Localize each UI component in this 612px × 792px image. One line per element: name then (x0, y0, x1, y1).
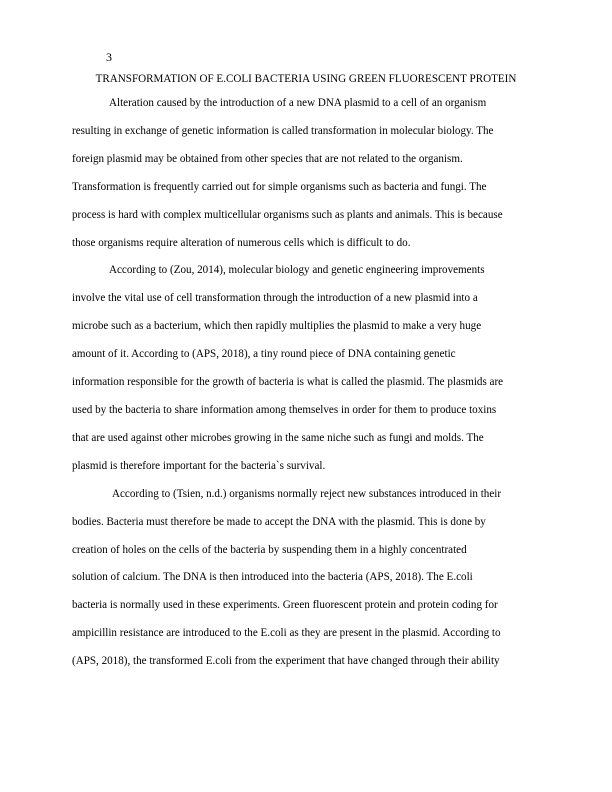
text-line: plasmid is therefore important for the bacteria`s survival. (72, 459, 326, 472)
text-line: information responsible for the growth of bacteria is what is called the plasmid. The plasmids are (72, 376, 504, 389)
text-line: resulting in exchange of genetic information is called transformation in molecular biology. The (72, 124, 494, 137)
text-line: (APS, 2018), the transformed E.coli from the experiment that have changed through their ability (72, 655, 500, 668)
text-line: According to (Tsien, n.d.) organisms normally reject new substances introduced in their (112, 487, 502, 500)
text-line: ampicillin resistance are introduced to the E.coli as they are present in the plasmid. According to (72, 627, 501, 640)
text-line: Transformation is frequently carried out for simple organisms such as bacteria and fungi. The (72, 180, 487, 193)
text-line: Alteration caused by the introduction of a new DNA plasmid to a cell of an organism (109, 97, 487, 109)
text-line: process is hard with complex multicellular organisms such as plants and animals. This is because (72, 208, 503, 221)
text-line: creation of holes on the cells of the bacteria by suspending them in a highly concentrated (72, 543, 467, 556)
document-title: TRANSFORMATION OF E.COLI BACTERIA USING GREEN FLUORESCENT PROTEIN (95, 73, 517, 85)
paragraph-transformation-definition (72, 90, 542, 257)
paragraph-method (72, 481, 542, 676)
text-line: that are used against other microbes growing in the same niche such as fungi and molds. The (72, 431, 484, 444)
text-line: bacteria is normally used in these experiments. Green fluorescent protein and protein coding for (72, 599, 498, 612)
text-line: those organisms require alteration of numerous cells which is difficult to do. (72, 236, 411, 249)
text-line: amount of it. According to (APS, 2018), a tiny round piece of DNA containing genetic (72, 348, 456, 361)
text-line: involve the vital use of cell transformation through the introduction of a new plasmid into a (72, 292, 478, 305)
text-line: used by the bacteria to share information among themselves in order for them to produce toxins (72, 403, 497, 416)
text-line: bodies. Bacteria must therefore be made to accept the DNA with the plasmid. This is done by (72, 515, 486, 528)
text-line: microbe such as a bacterium, which then rapidly multiplies the plasmid to make a very huge (72, 320, 482, 333)
text-line: According to (Zou, 2014), molecular biology and genetic engineering improvements (109, 264, 485, 277)
document-body (72, 90, 542, 676)
text-line: foreign plasmid may be obtained from other species that are not related to the organism. (72, 152, 463, 165)
page-number: 3 (106, 50, 112, 64)
paragraph-plasmid (72, 257, 542, 480)
text-line: solution of calcium. The DNA is then introduced into the bacteria (APS, 2018). The E.coli (72, 571, 473, 584)
